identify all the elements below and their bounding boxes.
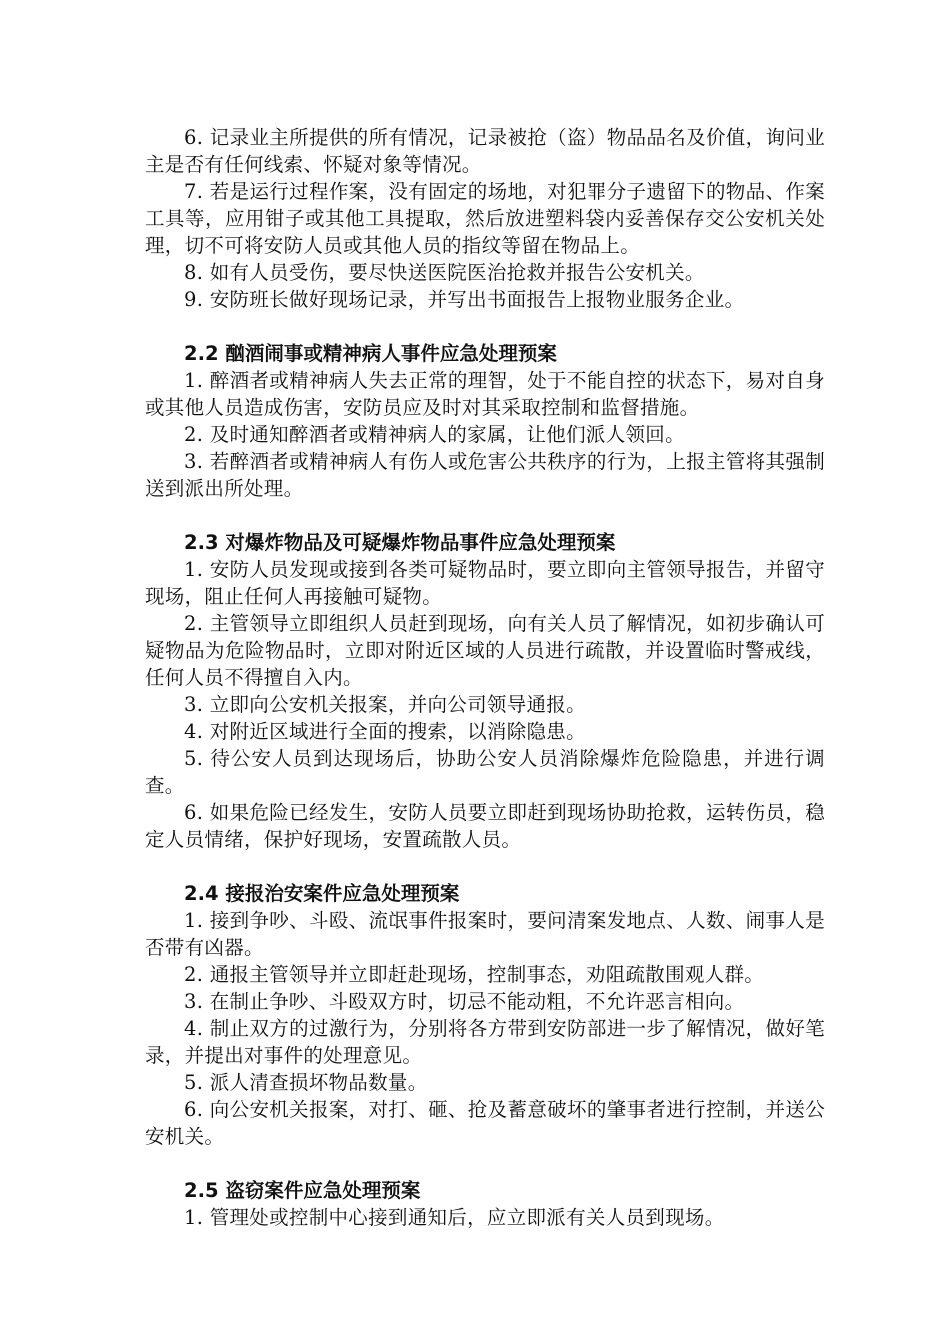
section-heading: 2.2 酗酒闹事或精神病人事件应急处理预案 [184,342,557,365]
section-item: 4. 制止双方的过激行为，分别将各方带到安防部进一步了解情况，做好笔录，并提出对事件的处理意见。 [145,1017,825,1067]
section-item: 5. 待公安人员到达现场后，协助公安人员消除爆炸危险隐患，并进行调查。 [145,747,825,797]
section-item: 2. 主管领导立即组织人员赶到现场，向有关人员了解情况，如初步确认可疑物品为危险物品时，立即对附近区域的人员进行疏散，并设置临时警戒线，任何人员不得擅自入内。 [145,612,825,689]
section-item: 3. 立即向公安机关报案，并向公司领导通报。 [184,693,586,716]
section-item: 5. 派人清查损坏物品数量。 [184,1071,428,1094]
section-2-5 [145,1177,825,1231]
section-item: 3. 在制止争吵、斗殴双方时，切忌不能动粗，不允许恶言相向。 [184,990,745,1013]
section-item: 1. 安防人员发现或接到各类可疑物品时，要立即向主管领导报告，并留守现场，阻止任何人再接触可疑物。 [145,558,825,608]
section-item: 1. 管理处或控制中心接到通知后，应立即派有关人员到现场。 [184,1206,725,1229]
section-item: 3. 若醉酒者或精神病人有伤人或危害公共秩序的行为，上报主管将其强制送到派出所处理。 [145,450,825,500]
section-item: 6. 如果危险已经发生，安防人员要立即赶到现场协助抢救，运转伤员，稳定人员情绪，保护好现场，安置疏散人员。 [145,801,825,851]
section-2-2 [145,340,825,502]
section-item: 2. 及时通知醉酒者或精神病人的家属，让他们派人领回。 [184,423,685,446]
section-heading: 2.3 对爆炸物品及可疑爆炸物品事件应急处理预案 [184,531,616,554]
intro-block [145,124,825,313]
intro-item-8: 8. 如有人员受伤，要尽快送医院医治抢救并报告公安机关。 [184,261,705,284]
section-item: 6. 向公安机关报案，对打、砸、抢及蓄意破坏的肇事者进行控制，并送公安机关。 [145,1098,825,1148]
intro-item-6: 6. 记录业主所提供的所有情况，记录被抢（盗）物品品名及价值，询问业主是否有任何线索、怀疑对象等情况。 [145,126,825,176]
intro-item-9: 9. 安防班长做好现场记录，并写出书面报告上报物业服务企业。 [184,288,745,311]
section-2-3 [145,529,825,853]
section-item: 1. 醉酒者或精神病人失去正常的理智，处于不能自控的状态下，易对自身或其他人员造成伤害，安防员应及时对其采取控制和监督措施。 [145,369,825,419]
section-2-4 [145,880,825,1150]
section-item: 1. 接到争吵、斗殴、流氓事件报案时，要问清案发地点、人数、闹事人是否带有凶器。 [145,909,825,959]
document-body [145,124,825,1231]
section-heading: 2.5 盗窃案件应急处理预案 [184,1179,421,1202]
section-heading: 2.4 接报治安案件应急处理预案 [184,882,460,905]
section-item: 4. 对附近区域进行全面的搜索，以消除隐患。 [184,720,586,743]
intro-item-7: 7. 若是运行过程作案，没有固定的场地，对犯罪分子遗留下的物品、作案工具等，应用钳子或其他工具提取，然后放进塑料袋内妥善保存交公安机关处理，切不可将安防人员或其他人员的指纹等留在物品上。 [145,180,825,257]
section-item: 2. 通报主管领导并立即赶赴现场，控制事态，劝阻疏散围观人群。 [184,963,765,986]
